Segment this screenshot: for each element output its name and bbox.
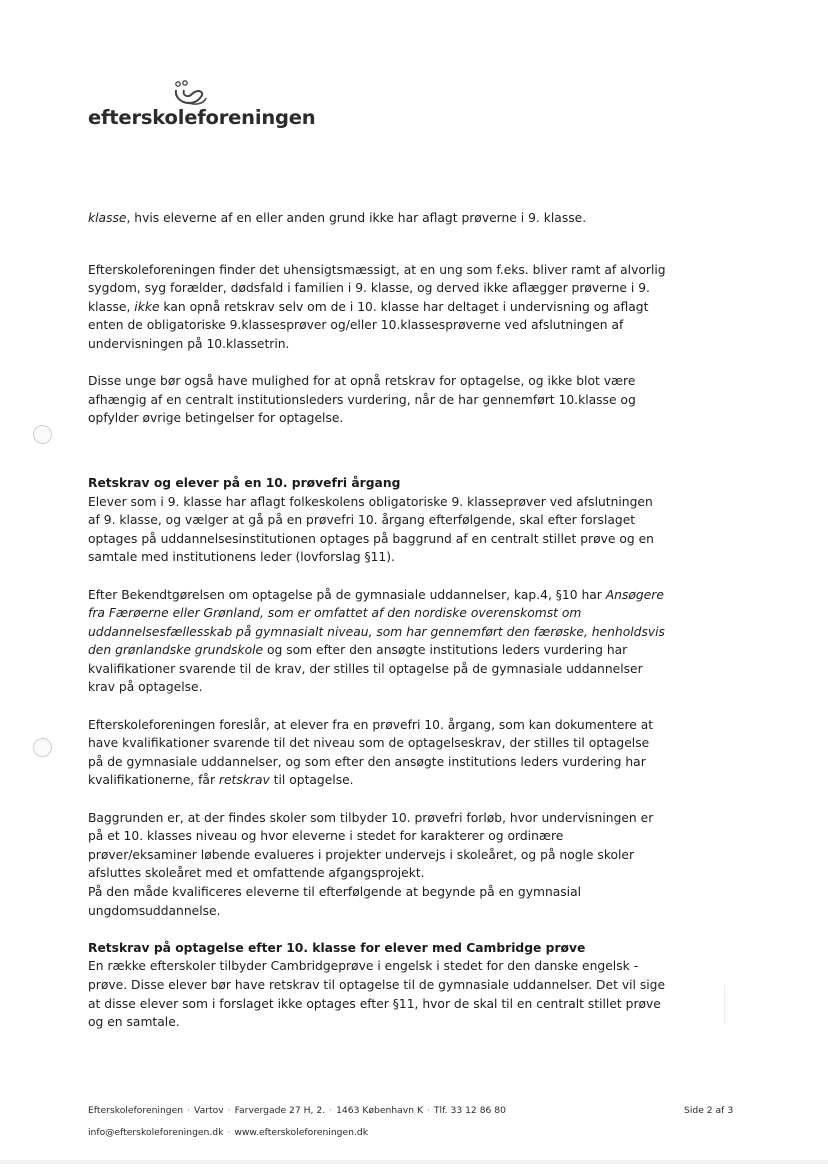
paragraph: Baggrunden er, at der findes skoler som tilbyder 10. prøvefri forløb, hvor undervisningen er på et 10. klasses niveau og hvor eleverne i stedet for karakterer og ordinære prøver/eksaminer løbende evalueres i projekter undervejs i skoleåret, og på nogle skoler afsluttes skoleåret med et omfattende afgangsprojekt. På den måde kvalificeres eleverne til efterfølgende at begynde på en gymnasial ungdomsuddannelse.: [88, 810, 654, 918]
logo-wordmark: efterskoleforeningen: [88, 106, 316, 129]
footer-website: www.efterskoleforeningen.dk: [234, 1127, 369, 1138]
punch-hole: [33, 738, 52, 757]
footer-contact: info@efterskoleforeningen.dk · www.efterskoleforeningen.dk: [88, 1127, 369, 1138]
paragraph: Efterskoleforeningen finder det uhensigtsmæssigt, at en ung som f.eks. bliver ramt af alvorlig sygdom, syg forælder, dødsfald i familien i 9. klasse, og derved ikke aflægger prøverne i 9. klasse, ikke kan opnå retskrav selv om de i 10. klasse har deltaget i undervisning og aflagt enten de obligatoriske 9.klassesprøver og/eller 10.klassesprøverne ved afslutningen af undervisningen på 10.klassetrin.: [88, 262, 666, 351]
paragraph: Disse unge bør også have mulighed for at opnå retskrav for optagelse, og ikke blot være afhængig af en centralt institutionsleders vurdering, når de har gennemført 10.klasse og opfylder øvrige betingelser for optagelse.: [88, 374, 636, 426]
scan-edge: [0, 1160, 828, 1164]
section-heading: Retskrav og elever på en 10. prøvefri årgang: [88, 475, 401, 490]
scan-artifact-line: [724, 985, 725, 1025]
footer-email: info@efterskoleforeningen.dk: [88, 1127, 224, 1138]
section: Retskrav og elever på en 10. prøvefri årgang Elever som i 9. klasse har aflagt folkeskolens obligatoriske 9. klasseprøver ved afslutningen af 9. klasse, og vælger at gå på en prøvefri 10. årgang efterfølgende, skal efter forslaget optages på uddannelsesinstitutionen optages på baggrund af en centralt stillet prøve og en samtale med institutionens leder (lovforslag §11).: [88, 474, 668, 567]
paragraph: Efterskoleforeningen foreslår, at elever fra en prøvefri 10. årgang, som kan dokumentere at have kvalifikationer svarende til det niveau som de optagelseskrav, der stilles til optagelse på de gymnasiale uddannelser, og som efter den ansøgte institutions leders vurdering har kvalifikationerne, får retskrav til optagelse.: [88, 717, 654, 788]
footer-address: Efterskoleforeningen · Vartov · Farvergade 27 H, 2. · 1463 København K · Tlf. 33 12 86 80: [88, 1105, 507, 1116]
page-number: Side 2 af 3: [684, 1105, 734, 1116]
punch-hole: [33, 425, 52, 444]
paragraph: klasse, hvis eleverne af en eller anden grund ikke har aflagt prøverne i 9. klasse.: [88, 211, 587, 225]
section-heading: Retskrav på optagelse efter 10. klasse for elever med Cambridge prøve: [88, 940, 586, 955]
paragraph: Efter Bekendtgørelsen om optagelse på de gymnasiale uddannelser, kap.4, §10 har Ansøgere fra Færøerne eller Grønland, som er omfattet af den nordiske overenskomst om uddannelsesfællesskab på gymnasialt niveau, som har gennemført den færøske, henholdsvis den grønlandske grundskole og som efter den ansøgte institutions leders vurdering har kvalifikationer svarende til de krav, der stilles til optagelse på de gymnasiale uddannelser krav på optagelse.: [88, 587, 665, 695]
letter-body: [88, 209, 668, 1050]
logo: [88, 80, 318, 132]
section: Retskrav på optagelse efter 10. klasse for elever med Cambridge prøve En række efterskoler tilbyder Cambridgeprøve i engelsk i stedet for den danske engelsk -prøve. Disse elever bør have retskrav til optagelse til de gymnasiale uddannelser. Det vil sige at disse elever som i forslaget ikke optages efter §11, hvor de skal til en centralt stillet prøve og en samtale.: [88, 939, 668, 1032]
